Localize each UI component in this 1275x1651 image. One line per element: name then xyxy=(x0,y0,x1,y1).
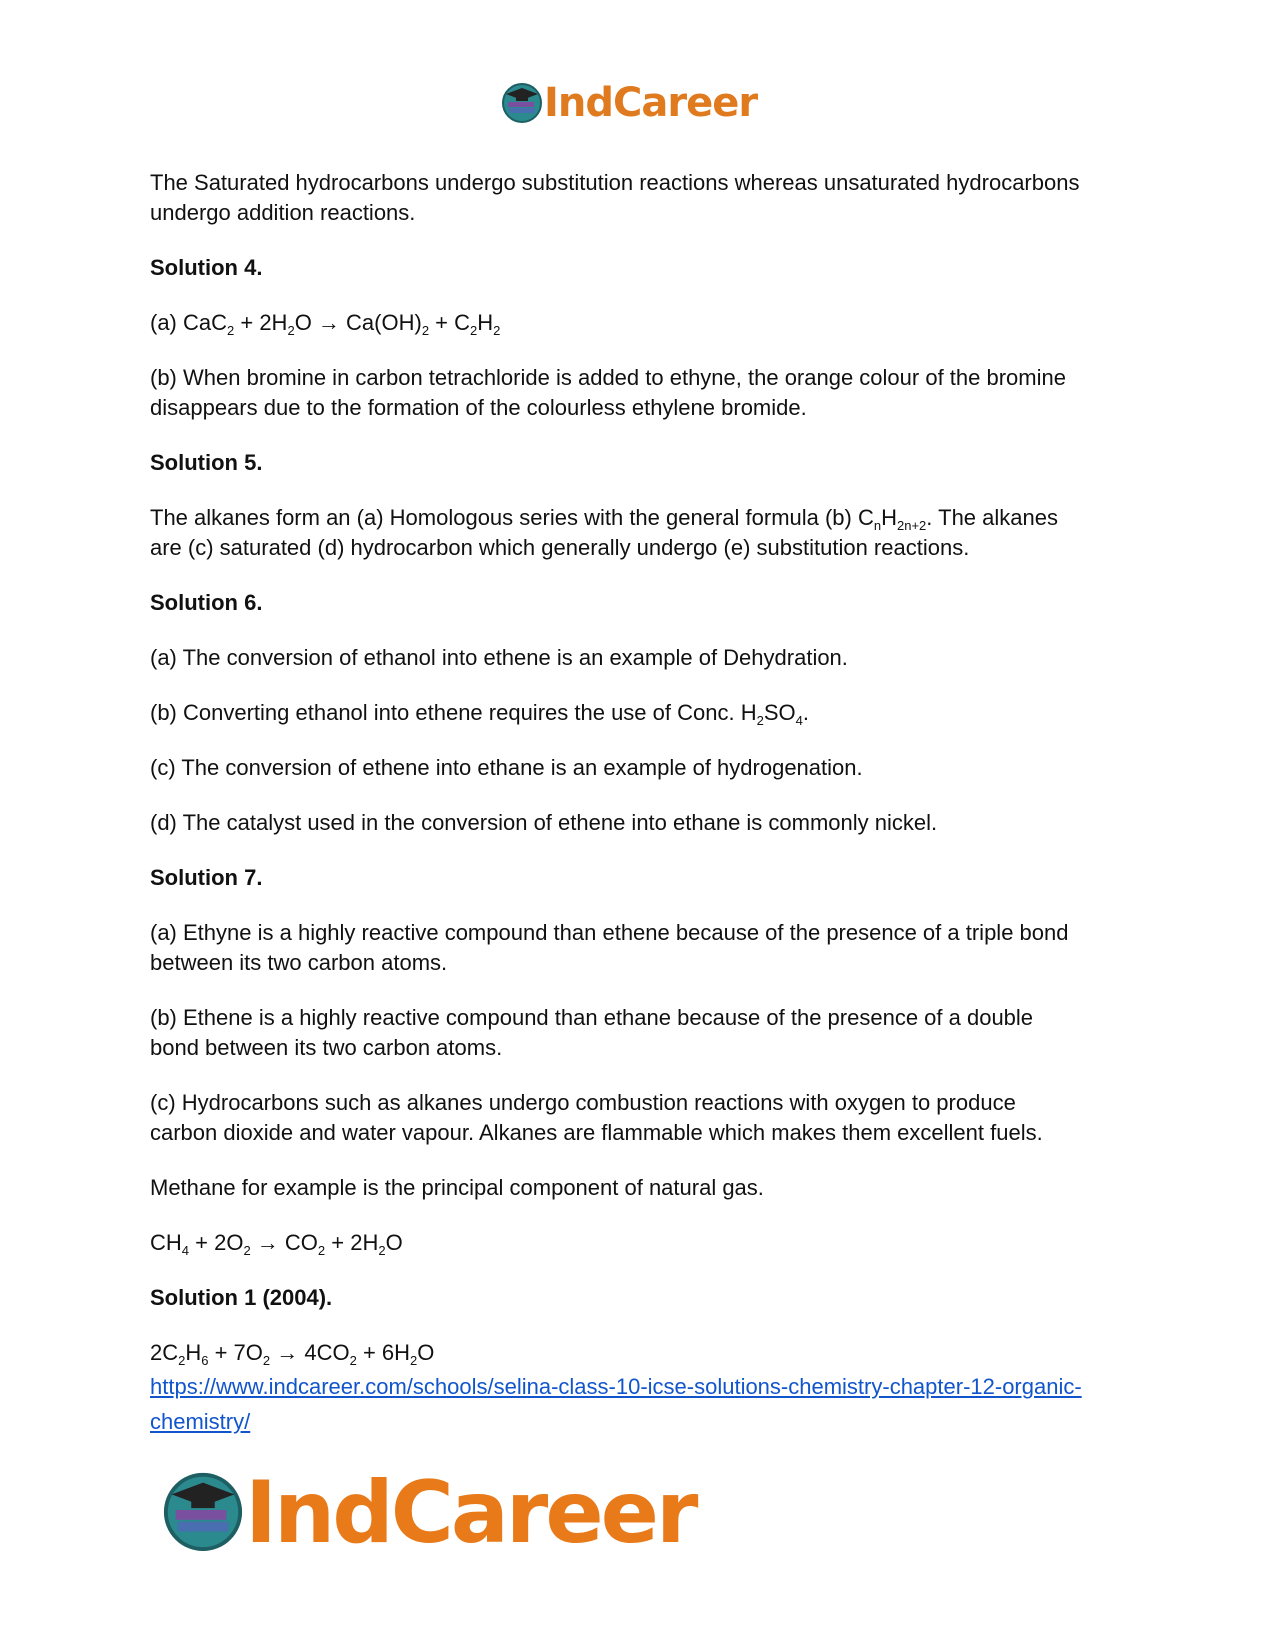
header-logo-text: IndCareer xyxy=(544,80,758,126)
solution-5-line-1: The alkanes form an (a) Homologous series with the general formula (b) $C_nH_{2n+2}$. The alkanes xyxy=(150,505,1058,533)
solution-6-c: (c) The conversion of ethene into ethane is an example of hydrogenation. xyxy=(150,755,863,780)
solution-6-d: (d) The catalyst used in the conversion of ethene into ethane is commonly nickel. xyxy=(150,810,938,835)
solution-4-b-line-2: disappears due to the formation of the colourless ethylene bromide. xyxy=(150,395,807,420)
solution-1-2004-heading: Solution 1 (2004). xyxy=(150,1285,333,1310)
solution-7-c-line-1: (c) Hydrocarbons such as alkanes undergo combustion reactions with oxygen to produce xyxy=(150,1090,1016,1115)
solution-7-c-line-2: carbon dioxide and water vapour. Alkanes are flammable which makes them excellent fuels. xyxy=(150,1120,1043,1145)
solution-7-heading: Solution 7. xyxy=(150,865,263,890)
solution-7-methane: Methane for example is the principal component of natural gas. xyxy=(150,1175,764,1200)
intro-line-2: undergo addition reactions. xyxy=(150,200,416,225)
footer-logo-text: IndCareer xyxy=(245,1463,696,1563)
solution-6-b: (b) Converting ethanol into ethene requires the use of Conc. $H_2SO_4$. xyxy=(150,700,809,728)
solution-6-heading: Solution 6. xyxy=(150,590,263,615)
solution-7-b-line-2: bond between its two carbon atoms. xyxy=(150,1035,503,1060)
solution-7-a-line-1: (a) Ethyne is a highly reactive compound than ethene because of the presence of a triple bond xyxy=(150,920,1069,945)
solution-5-line-2: are (c) saturated (d) hydrocarbon which generally undergo (e) substitution reactions. xyxy=(150,535,970,560)
methane-combustion-equation: $CH_4 + 2O_2 \to CO_2 + 2H_2O$ xyxy=(150,1230,403,1258)
solution-4-a-equation: (a) $CaC_2 + 2H_2O \to Ca(OH)_2 + C_2H_2$ xyxy=(150,310,501,338)
ethane-combustion-equation: $2C_2H_6 + 7O_2 \to 4CO_2 + 6H_2O$ xyxy=(150,1340,435,1368)
solution-7-b-line-1: (b) Ethene is a highly reactive compound than ethane because of the presence of a double xyxy=(150,1005,1034,1030)
footer-logo-mark-icon xyxy=(160,1467,246,1553)
solution-7-a-line-2: between its two carbon atoms. xyxy=(150,950,448,975)
solution-6-a: (a) The conversion of ethanol into ethene is an example of Dehydration. xyxy=(150,645,848,670)
logo-mark-icon xyxy=(500,80,544,124)
solution-4-b-line-1: (b) When bromine in carbon tetrachloride is added to ethyne, the orange colour of the bromine xyxy=(150,365,1066,390)
solution-4-heading: Solution 4. xyxy=(150,255,263,280)
source-link-line-1[interactable]: https://www.indcareer.com/schools/selina-class-10-icse-solutions-chemistry-chapter-12-organic- xyxy=(150,1374,1082,1399)
intro-line-1: The Saturated hydrocarbons undergo substitution reactions whereas unsaturated hydrocarbons xyxy=(150,170,1080,195)
solution-5-heading: Solution 5. xyxy=(150,450,263,475)
source-link-line-2[interactable]: chemistry/ xyxy=(150,1409,251,1434)
